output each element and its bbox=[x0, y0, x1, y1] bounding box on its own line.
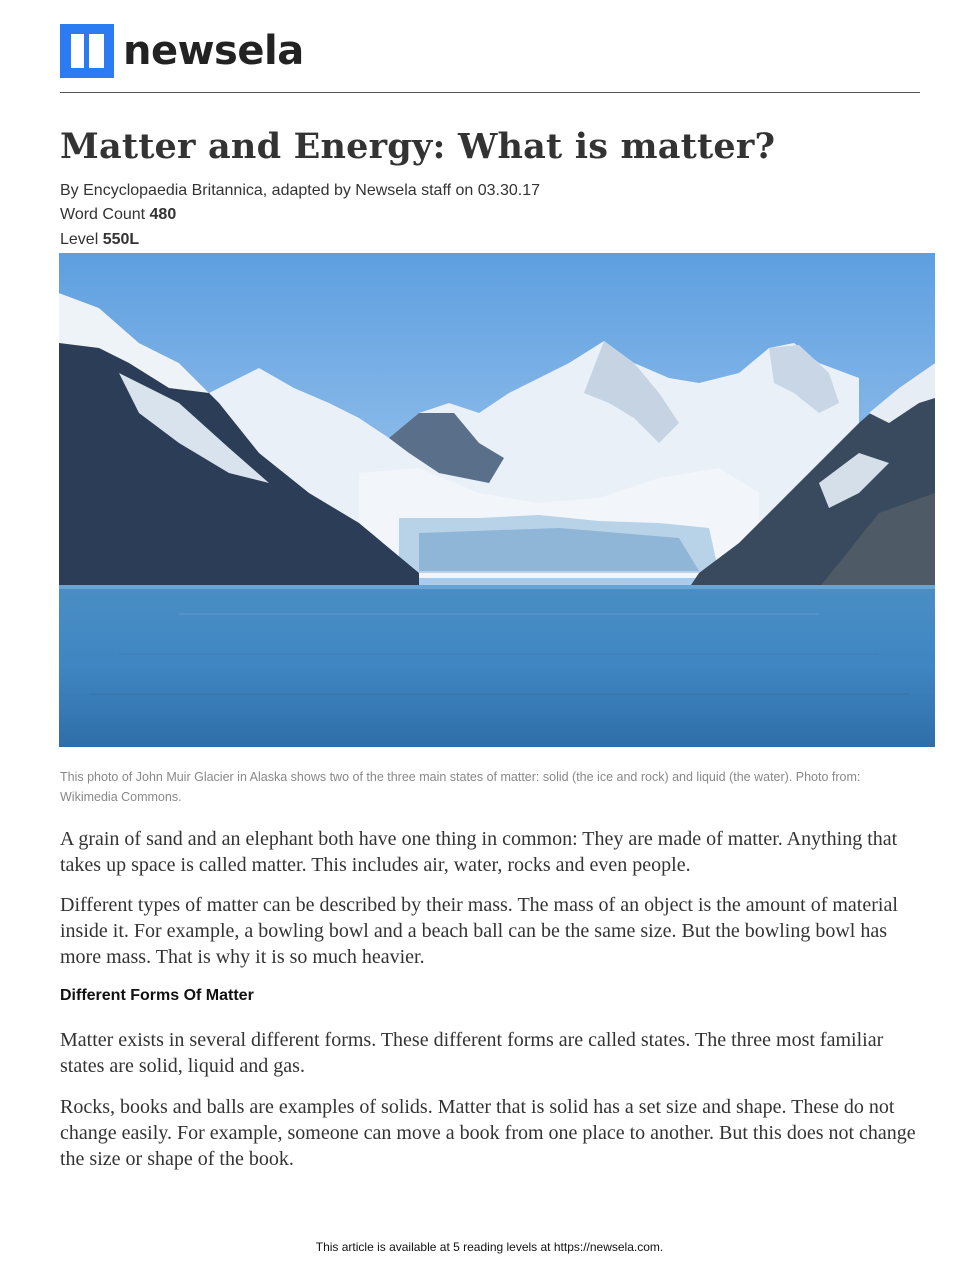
brand-name[interactable]: newsela bbox=[123, 28, 304, 74]
article-title: Matter and Energy: What is matter? bbox=[60, 126, 776, 167]
header-divider bbox=[60, 92, 920, 93]
paragraph: Matter exists in several different forms. These different forms are called states. The three most familiar states are solid, liquid and gas. bbox=[60, 1029, 884, 1077]
level-label: Level bbox=[60, 231, 99, 248]
paragraph: Rocks, books and balls are examples of solids. Matter that is solid has a set size and shape. These do not change easily. For example, someone can move a book from one place to another. But this does not change the size or shape of the book. bbox=[60, 1096, 916, 1170]
footer-note: This article is available at 5 reading levels at https://newsela.com. bbox=[315, 1240, 664, 1254]
byline: By Encyclopaedia Britannica, adapted by Newsela staff on 03.30.17 bbox=[60, 182, 541, 199]
photo-caption: This photo of John Muir Glacier in Alaska shows two of the three main states of matter: solid (the ice and rock) and liquid (the water). Photo from: Wikimedia Commons. bbox=[60, 770, 861, 804]
level-value: 550L bbox=[102, 231, 140, 248]
glacier-photo bbox=[59, 253, 935, 747]
word-count bbox=[60, 206, 176, 224]
word-count-label: Word Count bbox=[60, 206, 146, 223]
paragraph: A grain of sand and an elephant both have one thing in common: They are made of matter. Anything that takes up space is called matter. This includes air, water, rocks and even people. bbox=[60, 828, 898, 876]
header bbox=[60, 24, 920, 94]
paragraph: Different types of matter can be described by their mass. The mass of an object is the amount of material inside it. For example, a bowling bowl and a beach ball can be the same size. But the bowling bowl has more mass. That is why it is so much heavier. bbox=[60, 894, 898, 968]
word-count-value: 480 bbox=[149, 206, 177, 223]
newsela-logo-icon[interactable] bbox=[60, 24, 114, 78]
reading-level bbox=[60, 231, 139, 249]
section-heading: Different Forms Of Matter bbox=[60, 987, 254, 1004]
